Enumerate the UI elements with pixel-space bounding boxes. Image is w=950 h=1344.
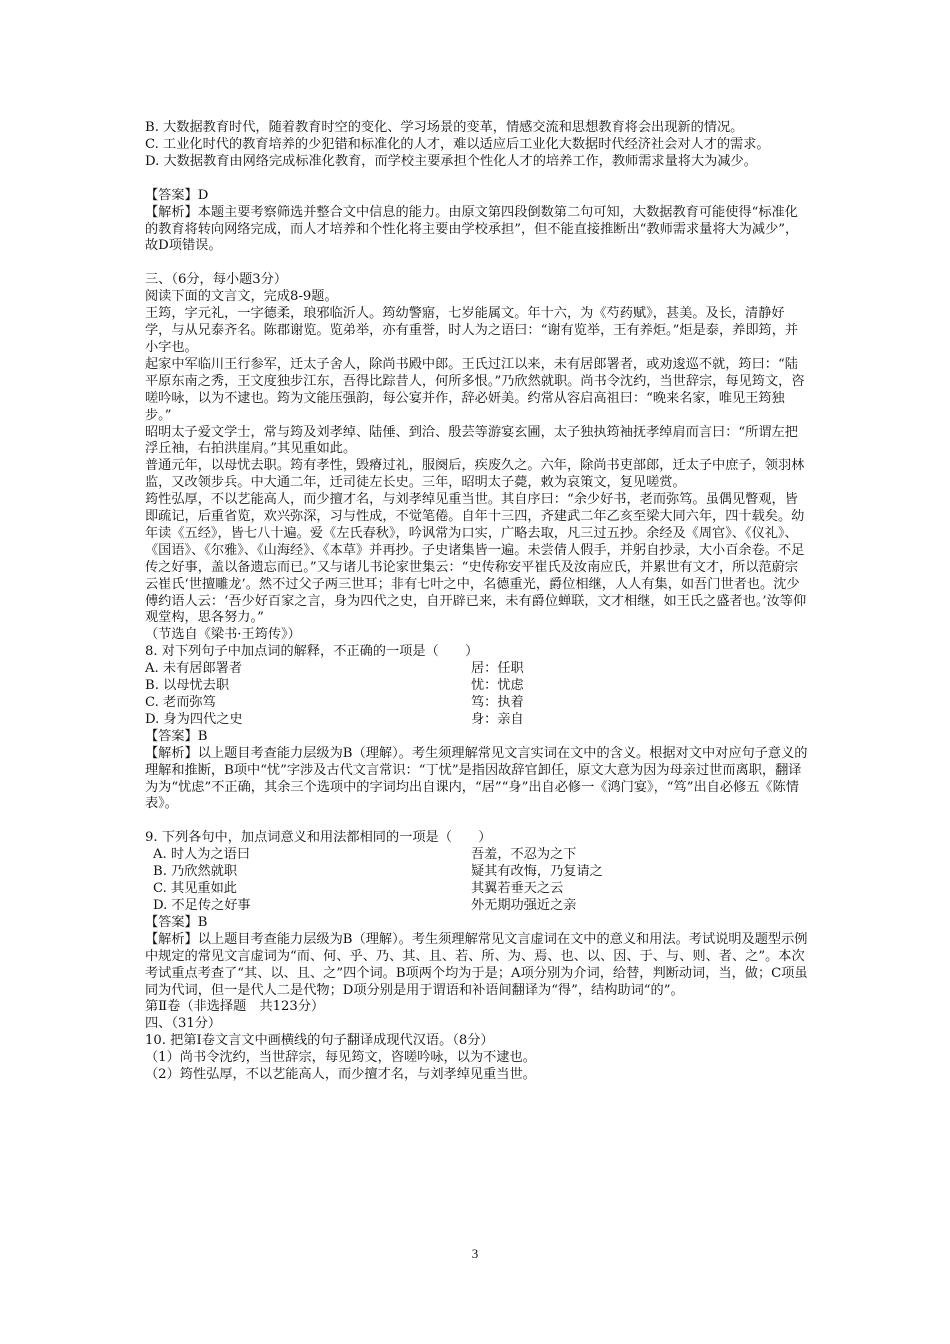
q8-option-b: B. 以母忧去职 <box>145 678 230 694</box>
q8-option-d-gloss: 身：亲自 <box>471 711 524 727</box>
q9-option-a-compare: 吾羞，不忍为之下 <box>471 847 577 863</box>
q8-option-b-gloss: 忧：忧虑 <box>471 678 524 694</box>
section3-instruction: 阅读下面的文言文，完成8-9题。 <box>145 289 338 305</box>
q9-option-a: A. 时人为之语曰 <box>153 847 251 863</box>
passage-paragraph: 筠性弘厚，不以艺能高人，而少擅才名，与刘孝绰见重当世。其自序曰：“余少好书，老而弥笃。虽偶见瞥观，皆即疏记，后重省览，欢兴弥深，习与性成，不觉笔倦。自年十三四，齐建武二年乙亥至梁大同六年，四十载矣。幼年读《五经》，皆七八十遍。爱《左氏春秋》，吟讽常为口实，广略去取，凡三过五抄。余经及《周官》、《仪礼》、《国语》、《尔雅》、《山海经》、《本草》并再抄。子史诸集皆一遍。未尝倩人假手，并躬自抄录，大小百余卷。不足传之好事，盖以备遗忘而已。”又与诸儿书论家世集云：“史传称安平崔氏及汝南应氏，并累世有文才，所以范蔚宗云崔氏‘世擅雕龙’。然不过父子两三世耳；非有七叶之中，名德重光，爵位相继，人人有集，如吾门世者也。沈少傅约语人云：‘吾少好百家之言，身为四代之史，自开辟已来，未有爵位蝉联，文才相继，如王氏之盛者也。’汝等仰观堂构，思各努力。” <box>145 492 807 626</box>
q9-option-c: C. 其见重如此 <box>153 881 237 897</box>
q7-answer: 【答案】D <box>145 187 209 203</box>
q8-option-c: C. 老而弥笃 <box>145 695 216 710</box>
q8-options <box>145 661 810 729</box>
q10-item-1: （1）尚书令沈约，当世辞宗，每见筠文，咨嗟吟咏，以为不逮也。 <box>145 1050 536 1066</box>
passage-paragraph: 起家中军临川王行参军，迁太子舍人，除尚书殿中郎。王氏过江以来，未有居郎署者，或劝逡巡不就，筠曰：“陆平原东南之秀，王文度独步江东，吾得比踪昔人，何所多恨。”乃欣然就职。尚书令沈约，当世辞宗，每见筠文，咨嗟吟咏，以为不逮也。筠为文能压强韵，每公宴并作，辞必妍美。约常从容启高祖曰：“晚来名家，唯见王筠独步。” <box>145 356 805 423</box>
q9-option-d: D. 不足传之好事 <box>153 897 251 913</box>
section3-heading: 三、（6分，每小题3分） <box>145 272 288 288</box>
q7-option-d: D. 大数据教育由网络完成标准化教育，而学校主要承担个性化人才的培养工作，教师需求量将大为减少。 <box>145 153 757 169</box>
q8-analysis: 【解析】以上题目考查能力层级为B（理解）。考生须理解常见文言实词在文中的含义。根据对文中对应句子意义的理解和推断，B项中“忧”字涉及古代文言常识：“丁忧”是指因故辞官卸任，原文大意为因为母亲过世而离职，翻译为为“忧虑”不正确，其余三个选项中的字词均出自课内，“居”“身”出自必修一《鸿门宴》，“笃”出自必修五《陈情表》。 <box>145 745 808 812</box>
q7-analysis: 【解析】本题主要考察筛选并整合文中信息的能力。由原文第四段倒数第二句可知，大数据教育可能使得“标准化的教育将转向网络完成，而人才培养和个性化将主要由学校承担”，但不能直接推断出“教师需求量将大为减少”，故D项错误。 <box>145 204 799 254</box>
q7-option-b: B. 大数据教育时代，随着教育时空的变化、学习场景的变革，情感交流和思想教育将会出现新的情况。 <box>145 120 744 135</box>
passage-source: （节选自《梁书·王筠传》） <box>145 627 301 643</box>
q8-option-d: D. 身为四代之史 <box>145 711 243 727</box>
q9-answer: 【答案】B <box>145 914 208 930</box>
q8-option-a-gloss: 居：任职 <box>471 661 524 677</box>
page-number: 3 <box>471 1246 479 1261</box>
q8-stem: 8. 对下列句子中加点词的解释，不正确的一项是（ ） <box>145 644 479 660</box>
part2-heading: 第Ⅱ卷（非选择题 共123分） <box>145 999 325 1015</box>
q9-analysis: 【解析】以上题目考查能力层级为B（理解）。考生须理解常见文言虚词在文中的意义和用法。考试说明及题型示例中规定的常见文言虚词为“而、何、乎、乃、其、且、若、所、为、焉、也、以、因、于、与、则、者、之”。本次考试重点考查了“其、以、且、之”四个词。B项两个均为于是；A项分别为介词，给替，判断动词，当，做；C项虽同为代词，但一是代人二是代物；D项分别是用于谓语和补语间翻译为“得”，结构助词“的”。 <box>145 931 808 998</box>
section4-heading: 四、（31分） <box>145 1016 222 1032</box>
passage-paragraph: 普通元年，以母忧去职。筠有孝性，毁瘠过礼，服阕后，疾废久之。六年，除尚书吏部郎，迁太子中庶子，领羽林监，又改领步兵。中大通二年，迁司徒左长史。三年，昭明太子薨，敕为哀策文，复见嗟赏。 <box>145 458 805 491</box>
passage-paragraph: 王筠，字元礼，一字德柔，琅邪临沂人。筠幼警寤，七岁能属文。年十六，为《芍药赋》，甚美。及长，清静好学，与从兄泰齐名。陈郡谢览。览弟举，亦有重誉，时人为之语曰：“谢有览举，王有养炬。”炬是泰，养即筠，并小字也。 <box>145 306 799 355</box>
q8-option-c-gloss: 笃：执着 <box>471 695 524 710</box>
q8-option-a: A. 未有居郎署者 <box>145 661 243 677</box>
q9-option-b: B. 乃欣然就职 <box>153 864 238 880</box>
passage-paragraph: 昭明太子爱文学士，常与筠及刘孝绰、陆倕、到洽、殷芸等游宴玄圃，太子独执筠袖抚孝绰肩而言曰：“所谓左把浮丘袖，右拍洪崖肩。”其见重如此。 <box>145 424 798 457</box>
q10-item-2: （2）筠性弘厚，不以艺能高人，而少擅才名，与刘孝绰见重当世。 <box>145 1067 536 1083</box>
q8-answer: 【答案】B <box>145 728 208 744</box>
q10-stem: 10. 把第Ⅰ卷文言文中画横线的句子翻译成现代汉语。（8分） <box>145 1033 494 1049</box>
q7-option-c: C. 工业化时代的教育培养的少犯错和标准化的人才，难以适应后工业化大数据时代经济社会对人才的需求。 <box>145 136 770 152</box>
q9-stem: 9. 下列各句中，加点词意义和用法都相同的一项是（ ） <box>145 830 492 846</box>
q9-option-c-compare: 其翼若垂天之云 <box>471 881 564 897</box>
q9-option-b-compare: 疑其有改悔，乃复请之 <box>471 864 603 880</box>
q9-option-d-compare: 外无期功强近之亲 <box>471 897 577 913</box>
document-body <box>145 120 810 1084</box>
q9-options <box>145 847 810 915</box>
